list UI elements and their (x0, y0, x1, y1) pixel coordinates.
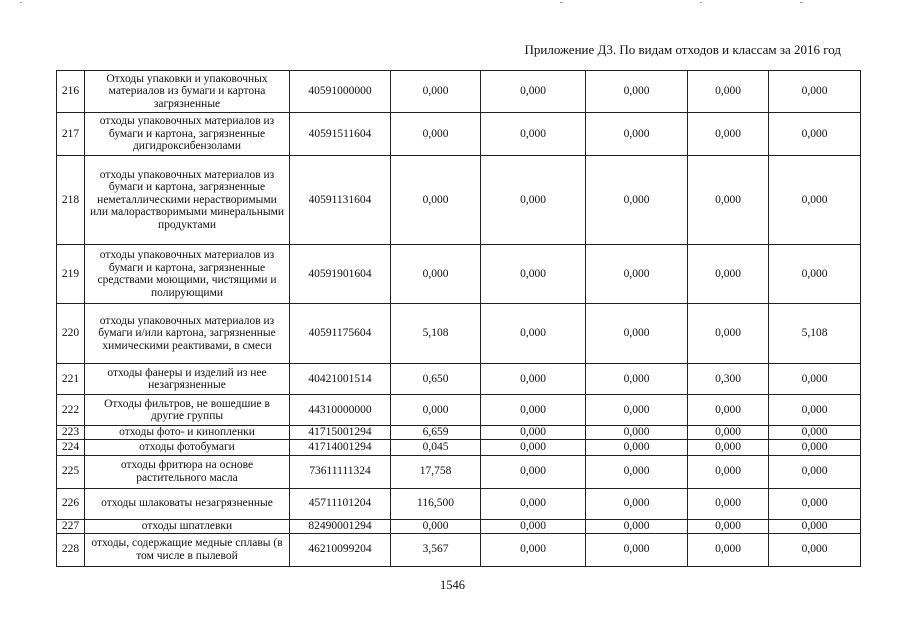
value-cell: 0,000 (481, 304, 586, 364)
value-cell: 0,000 (586, 519, 688, 533)
page-number: 1546 (440, 578, 465, 592)
value-cell: 5,108 (769, 304, 861, 364)
row-number: 222 (57, 395, 85, 426)
waste-name: отходы шлаковаты незагрязненные (85, 488, 290, 519)
waste-name: отходы шпатлевки (85, 519, 290, 533)
fkko-code: 44310000000 (290, 395, 391, 426)
value-cell: 6,659 (391, 426, 481, 440)
value-cell: 0,000 (586, 533, 688, 566)
table-row (57, 533, 861, 566)
value-cell: 0,000 (586, 113, 688, 156)
row-number: 223 (57, 426, 85, 440)
table-row (57, 156, 861, 245)
value-cell: 0,000 (769, 113, 861, 156)
value-cell: 0,000 (769, 245, 861, 304)
fkko-code: 45711101204 (290, 488, 391, 519)
row-number: 221 (57, 364, 85, 395)
value-cell: 3,567 (391, 533, 481, 566)
value-cell: 0,000 (769, 488, 861, 519)
value-cell: 0,000 (769, 395, 861, 426)
value-cell: 0,000 (769, 426, 861, 440)
value-cell: 0,000 (688, 395, 769, 426)
row-number: 226 (57, 488, 85, 519)
waste-name: отходы упаковочных материалов из бумаги и картона, загрязненные средствами моющими, чистящими и полирующими (85, 245, 290, 304)
fkko-code: 40591511604 (290, 113, 391, 156)
row-number: 217 (57, 113, 85, 156)
value-cell: 0,000 (481, 455, 586, 488)
value-cell: 0,000 (688, 426, 769, 440)
table-row (57, 304, 861, 364)
value-cell: 0,000 (586, 364, 688, 395)
table-body (57, 71, 861, 567)
value-cell: 17,758 (391, 455, 481, 488)
value-cell: 116,500 (391, 488, 481, 519)
value-cell: 0,000 (769, 156, 861, 245)
value-cell: 0,000 (688, 439, 769, 455)
value-cell: 0,000 (688, 455, 769, 488)
value-cell: 0,000 (586, 156, 688, 245)
row-number: 220 (57, 304, 85, 364)
value-cell: 0,000 (481, 426, 586, 440)
waste-name: отходы упаковочных материалов из бумаги и/или картона, загрязненные химическими реактивами, в смеси (85, 304, 290, 364)
value-cell: 0,650 (391, 364, 481, 395)
table-row (57, 71, 861, 113)
fkko-code: 41715001294 (290, 426, 391, 440)
value-cell: 0,000 (586, 488, 688, 519)
table-row (57, 439, 861, 455)
value-cell: 0,000 (481, 439, 586, 455)
value-cell: 0,000 (481, 71, 586, 113)
row-number: 224 (57, 439, 85, 455)
value-cell: 0,000 (586, 439, 688, 455)
value-cell: 0,000 (481, 245, 586, 304)
fkko-code: 40591901604 (290, 245, 391, 304)
value-cell: 0,000 (481, 519, 586, 533)
row-number: 225 (57, 455, 85, 488)
value-cell: 0,000 (481, 395, 586, 426)
waste-name: отходы фанеры и изделий из нее незагрязненные (85, 364, 290, 395)
value-cell: 0,000 (586, 71, 688, 113)
value-cell: 0,000 (586, 304, 688, 364)
value-cell: 0,000 (481, 156, 586, 245)
fkko-code: 82490001294 (290, 519, 391, 533)
table-row (57, 455, 861, 488)
row-number: 216 (57, 71, 85, 113)
value-cell: 0,000 (586, 245, 688, 304)
value-cell: 0,000 (769, 519, 861, 533)
value-cell: 0,000 (688, 533, 769, 566)
table-row (57, 426, 861, 440)
value-cell: 0,000 (769, 455, 861, 488)
value-cell: 0,000 (688, 488, 769, 519)
fkko-code: 40421001514 (290, 364, 391, 395)
table-row (57, 113, 861, 156)
fkko-code: 46210099204 (290, 533, 391, 566)
value-cell: 0,000 (391, 395, 481, 426)
waste-name: отходы, содержащие медные сплавы (в том числе в пылевой (85, 533, 290, 566)
value-cell: 0,000 (391, 519, 481, 533)
waste-table (56, 70, 861, 567)
fkko-code: 40591175604 (290, 304, 391, 364)
value-cell: 0,000 (688, 156, 769, 245)
value-cell: 0,000 (586, 455, 688, 488)
value-cell: 0,045 (391, 439, 481, 455)
value-cell: 0,000 (481, 488, 586, 519)
fkko-code: 40591000000 (290, 71, 391, 113)
waste-name: отходы фото- и кинопленки (85, 426, 290, 440)
value-cell: 0,000 (688, 245, 769, 304)
table-row (57, 488, 861, 519)
table-row (57, 364, 861, 395)
value-cell: 0,000 (769, 439, 861, 455)
value-cell: 0,000 (769, 71, 861, 113)
row-number: 219 (57, 245, 85, 304)
fkko-code: 73611111324 (290, 455, 391, 488)
value-cell: 0,000 (586, 395, 688, 426)
value-cell: 0,000 (688, 519, 769, 533)
value-cell: 0,000 (586, 426, 688, 440)
value-cell: 0,000 (391, 156, 481, 245)
value-cell: 0,000 (481, 364, 586, 395)
waste-name: Отходы фильтров, не вошедшие в другие группы (85, 395, 290, 426)
value-cell: 0,000 (391, 245, 481, 304)
value-cell: 0,000 (688, 113, 769, 156)
table-row (57, 245, 861, 304)
fkko-code: 40591131604 (290, 156, 391, 245)
document-header: Приложение Д3. По видам отходов и классам за 2016 год (524, 42, 841, 57)
waste-name: отходы фритюра на основе растительного масла (85, 455, 290, 488)
table-row (57, 395, 861, 426)
row-number: 218 (57, 156, 85, 245)
value-cell: 0,300 (688, 364, 769, 395)
value-cell: 0,000 (481, 113, 586, 156)
value-cell: 0,000 (391, 71, 481, 113)
value-cell: 0,000 (688, 304, 769, 364)
row-number: 228 (57, 533, 85, 566)
table-row (57, 519, 861, 533)
waste-name: отходы упаковочных материалов из бумаги и картона, загрязненные неметаллическими нерастворимыми или малорастворимыми минеральными продуктами (85, 156, 290, 245)
value-cell: 5,108 (391, 304, 481, 364)
value-cell: 0,000 (391, 113, 481, 156)
value-cell: 0,000 (688, 71, 769, 113)
row-number: 227 (57, 519, 85, 533)
waste-name: отходы фотобумаги (85, 439, 290, 455)
value-cell: 0,000 (481, 533, 586, 566)
value-cell: 0,000 (769, 364, 861, 395)
fkko-code: 41714001294 (290, 439, 391, 455)
waste-name: Отходы упаковки и упаковочных материалов из бумаги и картона загрязненные (85, 71, 290, 113)
waste-name: отходы упаковочных материалов из бумаги и картона, загрязненные дигидроксибензолами (85, 113, 290, 156)
value-cell: 0,000 (769, 533, 861, 566)
